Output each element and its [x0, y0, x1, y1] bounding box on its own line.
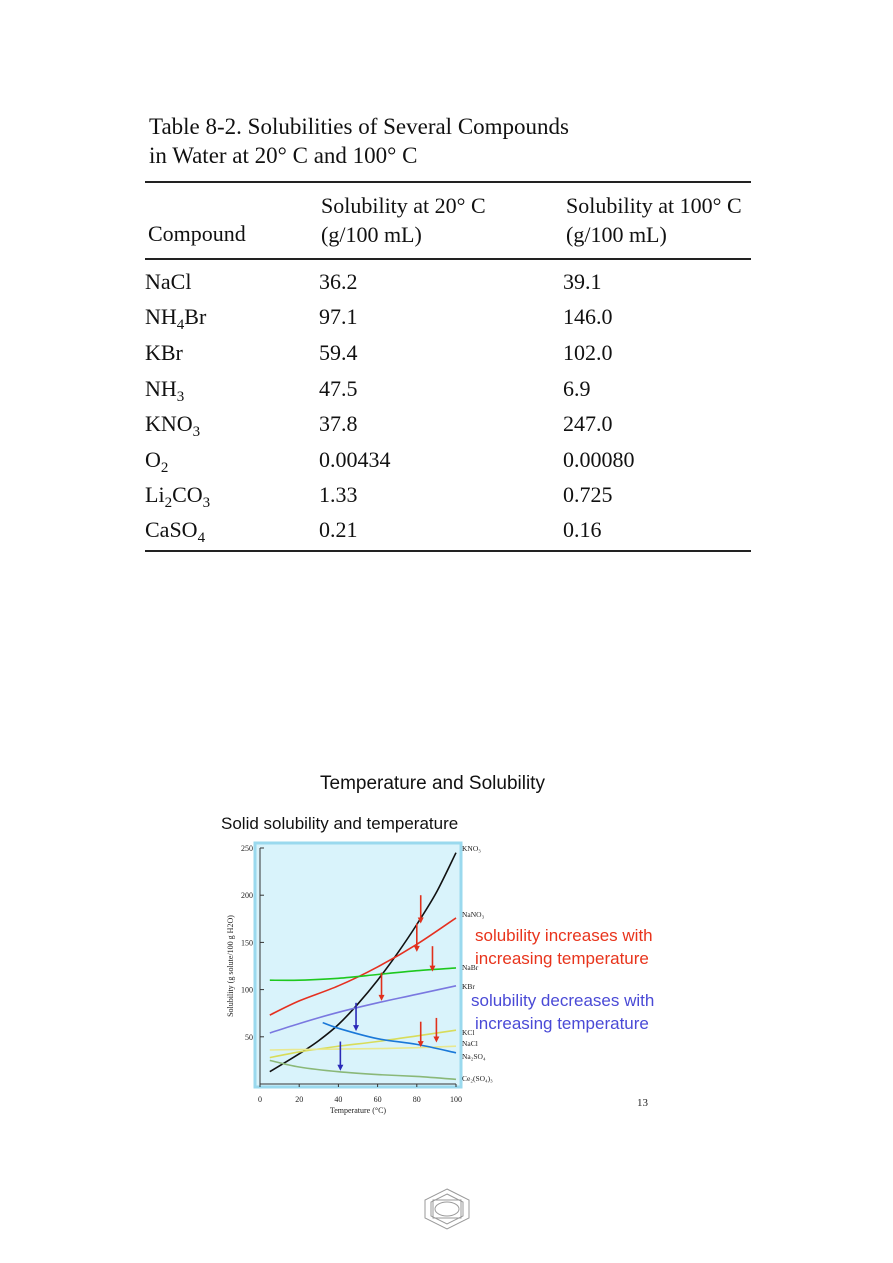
compound-text: CO	[172, 482, 203, 507]
header-solubility-20-line2: (g/100 mL)	[321, 222, 422, 247]
x-axis-label: Temperature (°C)	[329, 1106, 387, 1115]
series-label: NaCl	[462, 1039, 478, 1048]
note-increases-line1: solubility increases with	[475, 926, 653, 945]
solubility-100-cell: 247.0	[563, 411, 613, 436]
note-decreases-line2: increasing temperature	[475, 1014, 649, 1033]
table-row	[145, 447, 751, 482]
x-tick-label: 100	[450, 1095, 462, 1104]
solubility-20-cell: 47.5	[319, 376, 358, 401]
solubility-20-cell: 36.2	[319, 269, 358, 294]
solubility-100-cell: 6.9	[563, 376, 591, 401]
solubility-100-cell: 0.725	[563, 482, 613, 507]
series-label: NaNO₃	[462, 910, 485, 919]
series-label: Ce₂(SO₄)₃	[462, 1074, 493, 1083]
arrow-head	[433, 1036, 439, 1042]
compound-cell	[145, 269, 191, 295]
x-tick-label: 60	[373, 1095, 382, 1104]
table-row	[145, 376, 751, 411]
compound-subscript: 4	[197, 530, 206, 546]
note-increases-line2: increasing temperature	[475, 949, 649, 968]
compound-subscript: 2	[164, 495, 173, 511]
x-tick-label: 0	[258, 1095, 262, 1104]
series-label: Na₂SO₄	[462, 1052, 486, 1061]
y-tick-label: 250	[241, 844, 253, 853]
compound-text: KNO	[145, 411, 193, 436]
y-tick-label: 100	[241, 985, 253, 995]
table-row	[145, 304, 751, 339]
series-line	[270, 1060, 456, 1079]
compound-cell	[145, 482, 211, 511]
plot-frame	[255, 843, 461, 1087]
solubility-20-cell: 97.1	[319, 304, 358, 329]
x-tick-label: 20	[295, 1095, 304, 1104]
table-row	[145, 340, 751, 375]
series-line	[323, 1023, 456, 1053]
arrow-head	[429, 966, 435, 972]
arrow-head	[418, 1041, 424, 1047]
compound-subscript: 3	[176, 389, 185, 405]
solubility-table	[145, 112, 757, 546]
series-line	[270, 853, 456, 1072]
page-number: 13	[637, 1097, 648, 1109]
table-row	[145, 269, 751, 304]
compound-text: NH	[145, 304, 177, 329]
compound-text: KBr	[145, 340, 183, 365]
header-solubility-100-line1: Solubility at 100° C	[566, 193, 742, 218]
header-solubility-20	[321, 191, 486, 249]
table-title-line2: in Water at 20° C and 100° C	[149, 143, 418, 168]
compound-text: Li	[145, 482, 165, 507]
solubility-100-cell: 0.16	[563, 517, 602, 542]
x-tick-label: 80	[412, 1095, 421, 1104]
table-row	[145, 517, 751, 552]
compound-cell	[145, 411, 201, 440]
table-row	[145, 482, 751, 517]
y-tick-label: 50	[245, 1032, 253, 1042]
note-increases	[475, 924, 685, 970]
arrow-head	[379, 995, 385, 1001]
series-line	[270, 1046, 456, 1050]
compound-subscript: 2	[160, 460, 169, 476]
solubility-20-cell: 37.8	[319, 411, 358, 436]
header-compound: Compound	[148, 221, 246, 246]
arrow-head	[418, 918, 424, 924]
solubility-20-cell: 59.4	[319, 340, 358, 365]
compound-text: O	[145, 447, 161, 472]
solubility-20-cell: 0.21	[319, 517, 358, 542]
solubility-20-cell: 1.33	[319, 482, 358, 507]
chart-title: Solid solubility and temperature	[221, 814, 459, 833]
header-solubility-100	[566, 191, 742, 249]
compound-text: NaCl	[145, 269, 192, 294]
note-decreases	[471, 989, 691, 1035]
table-bottom-rule	[145, 550, 751, 552]
footer-ornament-icon	[423, 1188, 471, 1230]
arrow-head	[337, 1065, 343, 1071]
table-row	[145, 411, 751, 446]
arrow-head	[414, 946, 420, 952]
solubility-100-cell: 102.0	[563, 340, 613, 365]
series-label: NaBr	[462, 963, 479, 972]
compound-cell	[145, 340, 183, 366]
table-title-line1: Table 8-2. Solubilities of Several Compounds	[149, 114, 570, 139]
slide-title: Temperature and Solubility	[320, 773, 545, 794]
arrow-head	[353, 1025, 359, 1031]
compound-text: CaSO	[145, 517, 198, 542]
solubility-20-cell: 0.00434	[319, 447, 391, 472]
compound-subscript: 3	[192, 424, 201, 440]
y-tick-label: 150	[241, 938, 253, 948]
table-header-rule	[145, 258, 751, 260]
solubility-100-cell: 146.0	[563, 304, 613, 329]
series-line	[270, 1030, 456, 1057]
compound-subscript: 3	[202, 495, 211, 511]
table-top-rule	[145, 181, 751, 183]
x-tick-label: 40	[334, 1095, 343, 1104]
y-tick-label: 200	[241, 891, 253, 901]
compound-subscript: 4	[176, 317, 185, 333]
compound-text: Br	[184, 304, 207, 329]
series-line	[270, 918, 456, 1015]
solubility-100-cell: 0.00080	[563, 447, 635, 472]
series-label: KCl	[462, 1028, 475, 1037]
compound-cell	[145, 447, 169, 476]
series-line	[270, 986, 456, 1033]
solubility-100-cell: 39.1	[563, 269, 602, 294]
y-axis-label: Solubility (g solute/100 g H2O)	[226, 915, 235, 1017]
compound-cell	[145, 376, 185, 405]
compound-text: NH	[145, 376, 177, 401]
table-title	[149, 112, 757, 170]
compound-cell	[145, 517, 206, 546]
series-line	[270, 968, 456, 980]
note-decreases-line1: solubility decreases with	[471, 991, 655, 1010]
series-label: KNO₃	[462, 844, 481, 853]
header-solubility-100-line2: (g/100 mL)	[566, 222, 667, 247]
series-label: KBr	[462, 982, 475, 991]
header-solubility-20-line1: Solubility at 20° C	[321, 193, 486, 218]
compound-cell	[145, 304, 207, 333]
